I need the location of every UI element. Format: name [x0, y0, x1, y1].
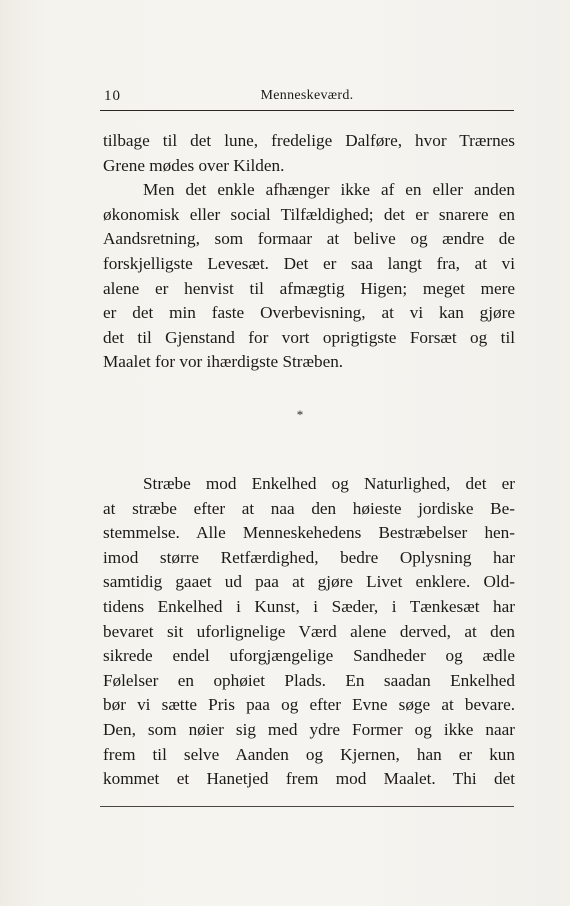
bottom-rule	[100, 806, 514, 807]
page-number: 10	[104, 88, 121, 104]
text-line: frem til selve Aanden og Kjernen, han er kun	[103, 744, 515, 764]
text-line: bevaret sit uforlignelige Værd alene derved, at den	[103, 621, 515, 641]
text-line: Følelser en ophøiet Plads. En saadan Enkelhed	[103, 670, 515, 690]
lower-text-block	[103, 472, 515, 792]
text-line: Maalet for vor ihærdigste Stræben.	[103, 352, 344, 372]
upper-text-block	[103, 129, 515, 375]
text-line: imod større Retfærdighed, bedre Oplysning har	[103, 547, 515, 567]
text-line: Aandsretning, som formaar at belive og ændre de	[103, 229, 515, 249]
text-line: tilbage til det lune, fredelige Dalføre, hvor Trærnes	[103, 131, 515, 150]
header-rule	[100, 110, 514, 111]
text-line: forskjelligste Levesæt. Det er saa langt fra, at vi	[103, 253, 515, 273]
text-line: økonomisk eller social Tilfældighed; det er snarere en	[103, 204, 515, 224]
text-line: Den, som nøier sig med ydre Former og ikke naar	[103, 719, 515, 739]
text-line: er det min faste Overbevisning, at vi kan gjøre	[103, 303, 515, 323]
running-title: Menneskeværd.	[260, 88, 354, 103]
text-line: kommet et Hanetjed frem mod Maalet. Thi det	[103, 769, 515, 789]
text-line: tidens Enkelhed i Kunst, i Sæder, i Tænkesæt har	[103, 596, 515, 616]
text-line: Men det enkle afhænger ikke af en eller anden	[143, 180, 515, 200]
text-line: at stræbe efter at naa den høieste jordiske Be-	[103, 498, 515, 518]
text-line: Grene mødes over Kilden.	[103, 155, 285, 175]
text-line: samtidig gaaet ud paa at gjøre Livet enklere. Old-	[103, 572, 515, 592]
text-line: alene er henvist til afmægtig Higen; meget mere	[103, 278, 515, 298]
text-line: sikrede endel uforgjængelige Sandheder og ædle	[103, 646, 515, 666]
text-line: stemmelse. Alle Menneskehedens Bestræbelser hen-	[103, 523, 515, 543]
text-line: bør vi sætte Pris paa og efter Evne søge at bevare.	[103, 695, 515, 715]
running-head	[100, 88, 514, 108]
text-line: Stræbe mod Enkelhed og Naturlighed, det er	[143, 474, 515, 493]
section-ornament: *	[296, 407, 304, 422]
text-line: det til Gjenstand for vort oprigtigste Forsæt og til	[103, 327, 515, 347]
